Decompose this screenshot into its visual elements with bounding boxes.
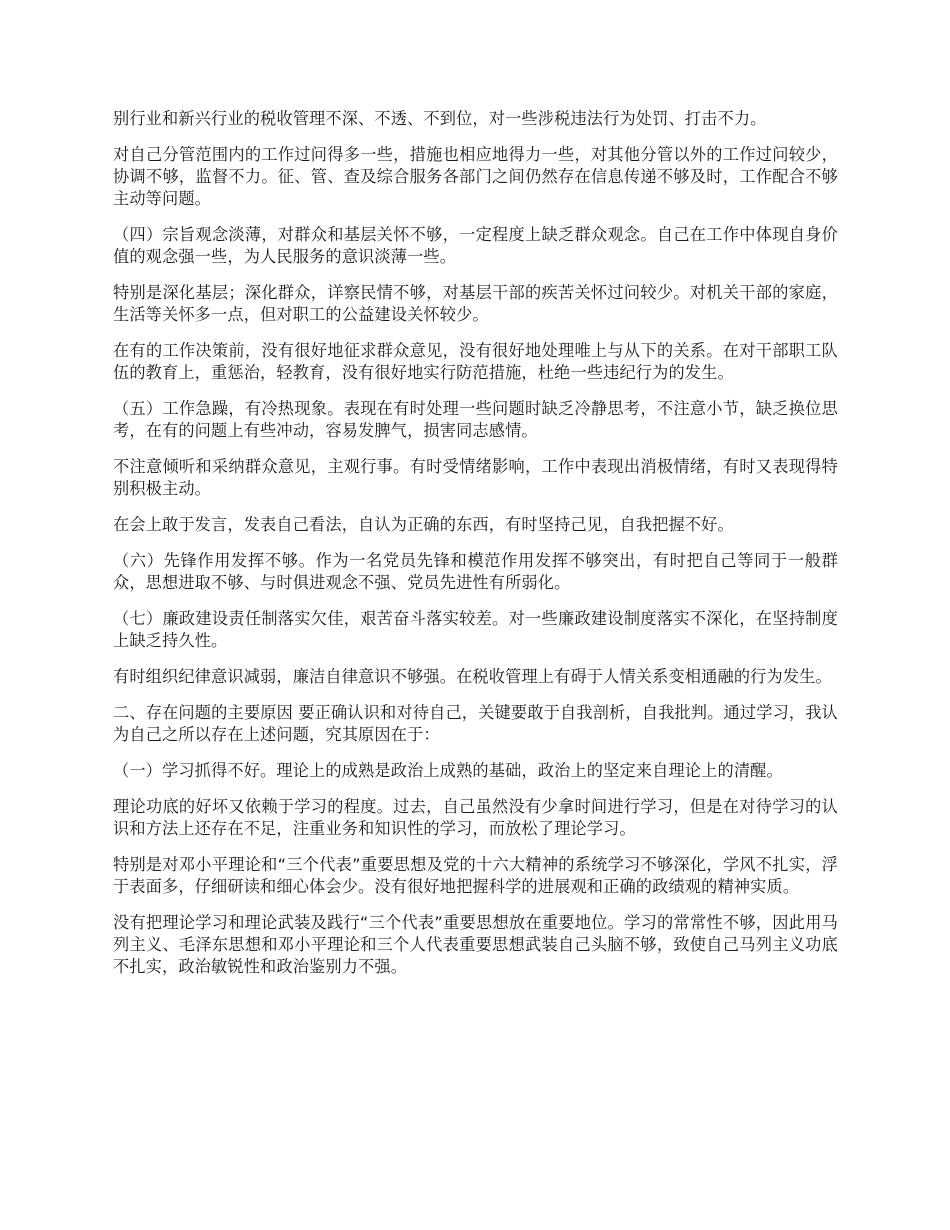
paragraph-6: （五）工作急躁，有冷热现象。表现在有时处理一些问题时缺乏冷静思考，不注意小节，缺乏换位思考，在有的问题上有些冲动，容易发脾气，损害同志感情。 xyxy=(113,399,838,440)
paragraph-7: 不注意倾听和采纳群众意见，主观行事。有时受情绪影响，工作中表现出消极情绪，有时又表现得特别积极主动。 xyxy=(113,457,838,498)
paragraph-12: 二、存在问题的主要原因 要正确认识和对待自己，关键要敢于自我剖析，自我批判。通过学习，我认为自己之所以存在上述问题，究其原因在于： xyxy=(113,703,838,744)
paragraph-13: （一）学习抓得不好。理论上的成熟是政治上成熟的基础，政治上的坚定来自理论上的清醒。 xyxy=(113,761,783,780)
paragraph-9: （六）先锋作用发挥不够。作为一名党员先锋和模范作用发挥不够突出，有时把自己等同于一般群众，思想进取不够、与时俱进观念不强、党员先进性有所弱化。 xyxy=(113,551,838,592)
paragraph-5: 在有的工作决策前，没有很好地征求群众意见，没有很好地处理唯上与从下的关系。在对干部职工队伍的教育上，重惩治，轻教育，没有很好地实行防范措施，杜绝一些违纪行为的发生。 xyxy=(113,341,838,382)
paragraph-11: 有时组织纪律意识减弱，廉洁自律意识不够强。在税收管理上有碍于人情关系变相通融的行为发生。 xyxy=(113,667,832,686)
paragraph-8: 在会上敢于发言，发表自己看法，自认为正确的东西，有时坚持己见，自我把握不好。 xyxy=(113,515,734,534)
paragraph-16: 没有把理论学习和理论武装及践行“三个代表”重要思想放在重要地位。学习的常常性不够，因此用马列主义、毛泽东思想和邓小平理论和三个人代表重要思想武装自己头脑不够，致使自己马列主义功底不扎实，政治敏锐性和政治鉴别力不强。 xyxy=(113,913,838,976)
paragraph-1: 别行业和新兴行业的税收管理不深、不透、不到位，对一些涉税违法行为处罚、打击不力。 xyxy=(113,109,767,128)
paragraph-2: 对自己分管范围内的工作过问得多一些，措施也相应地得力一些，对其他分管以外的工作过问较少，协调不够，监督不力。征、管、查及综合服务各部门之间仍然存在信息传递不够及时，工作配合不够主动等问题。 xyxy=(113,145,838,208)
paragraph-15: 特别是对邓小平理论和“三个代表”重要思想及党的十六大精神的系统学习不够深化，学风不扎实，浮于表面多，仔细研读和细心体会少。没有很好地把握科学的进展观和正确的政绩观的精神实质。 xyxy=(113,855,838,896)
paragraph-4: 特别是深化基层；深化群众，详察民情不够，对基层干部的疾苦关怀过问较少。对机关干部的家庭，生活等关怀多一点，但对职工的公益建设关怀较少。 xyxy=(113,283,838,324)
paragraph-3: （四）宗旨观念淡薄，对群众和基层关怀不够，一定程度上缺乏群众观念。自己在工作中体现自身价值的观念强一些，为人民服务的意识淡薄一些。 xyxy=(113,225,838,266)
paragraph-10: （七）廉政建设责任制落实欠佳，艰苦奋斗落实较差。对一些廉政建设制度落实不深化，在坚持制度上缺乏持久性。 xyxy=(113,609,838,650)
paragraph-14: 理论功底的好坏又依赖于学习的程度。过去，自己虽然没有少拿时间进行学习，但是在对待学习的认识和方法上还存在不足，注重业务和知识性的学习，而放松了理论学习。 xyxy=(113,797,838,838)
